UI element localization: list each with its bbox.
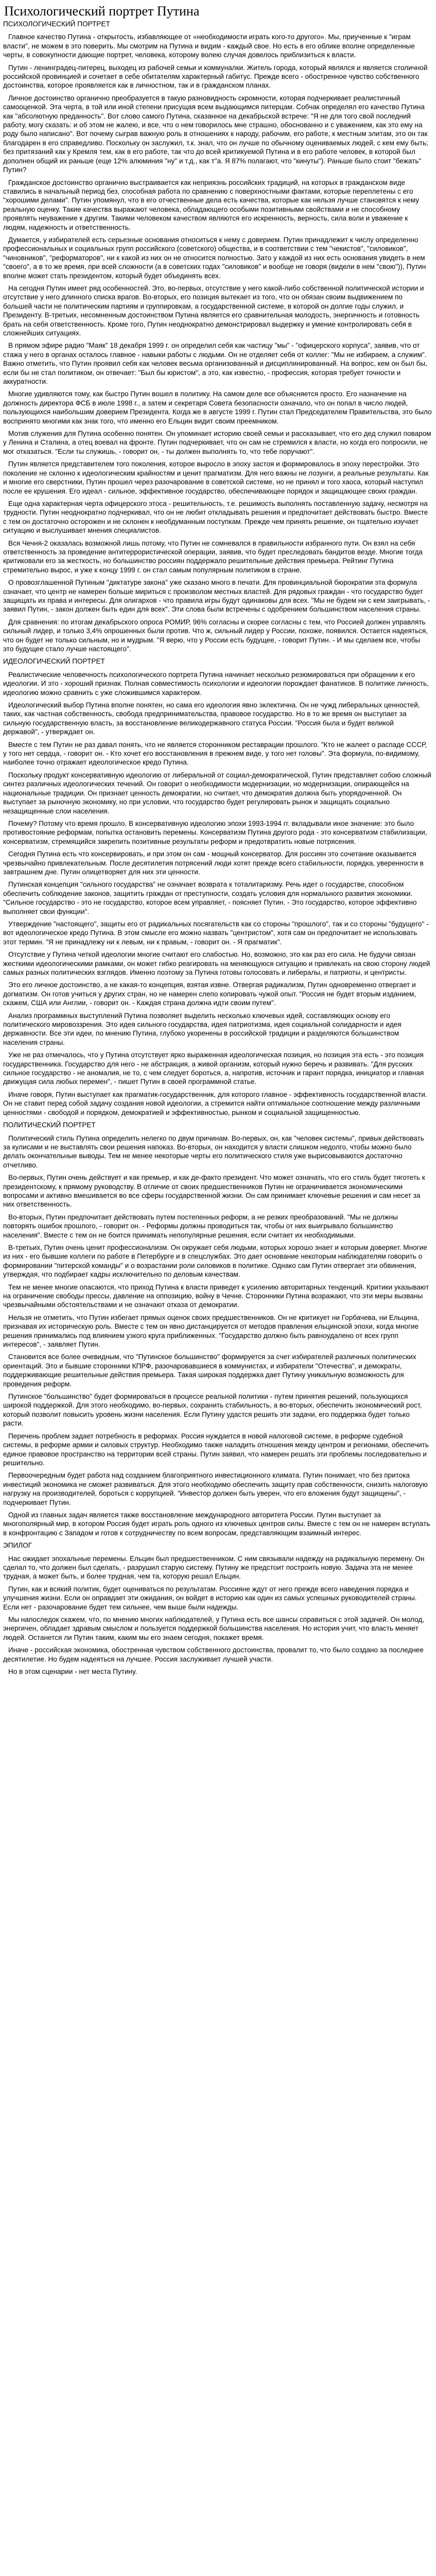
article-paragraph: Иначе говоря, Путин выступает как прагматик-государственник, для которого главное - эффективность государственной власти. Он не ставит перед собой задачу создания новой идеологии, а стремится найти оптимальное соотношение между различными ценностями - свободой и порядком, демократией и эффективностью, рынком и социальной защищенностью. (3, 1090, 427, 1116)
article-paragraph: Реалистические человечность психологического портрета Путина начинает несколько резюмироваться при обращении к его идеологии. И это - хороший признак. Полная совместимость психологии и идеологии порождает фанатиков. В политике личность, идеологию можно сравнить с уже сложившимся характером. (3, 670, 429, 697)
article-paragraph: На сегодня Путин имеет ряд особенностей. Это, во-первых, отсутствие у него какой-либо собственной политической истории и отсутствие у него длинного списка врагов. Во-вторых, его позиция вытекает из того, что он обязан своим выдвижением по большей части не политическим партиям и группировкам, а государственной системе, в которой он долгие годы служил, и Президенту. В-третьих, несомненным достоинством Путина является его сравнительная молодость, энергичность и готовность брать на себя ответственность. Кроме того, Путин неоднократно демонстрировал выдержку и умение контролировать себя в сложнейших ситуациях. (3, 284, 424, 337)
article-body-epilogue (3, 1554, 432, 1676)
section-heading-psychological: ПСИХОЛОГИЧЕСКИЙ ПОРТРЕТ (3, 20, 110, 28)
article-body-ideological (3, 670, 432, 1117)
article-paragraph: Во-первых, Путин очень действует и как премьер, и как де-факто президент. Что может означать, что его стиль будет тяготеть к президентскому, к прямому руководству. В отличие от своих предшественников Путин не ограничивается экономическими вопросами и активно вмешивается во все сферы государственной жизни. Он сам принимает ключевые решения и сам несет за них ответственность. (3, 1174, 425, 1209)
article-paragraph: Путин - ленинградец-питерец, выходец из рабочей семьи и коммуналки. Житель города, который являлся и является столичной российской провинцией и сочетает в себе обитателям характерный габитус. Прежде всего - обостренное чувство собственного достоинства, которое проявляется как в личностном, так и в гражданском планах. (3, 63, 428, 90)
article-paragraph: Это его личное достоинство, а не какая-то концепция, взятая извне. Отвергая радикализм, Путин одновременно отвергает и догматизм. Он готов учиться у других стран, но не намерен слепо копировать чужой опыт. "Россия не будет вторым изданием, скажем, США или Англии, - говорит он. - Каждая страна должна идти своим путем". (3, 981, 416, 1007)
article-paragraph: Нельзя не отметить, что Путин избегает прямых оценок своих предшественников. Он не критикует ни Горбачева, ни Ельцина, признавая их историческую роль. Вместе с тем он явно дистанцируется от методов правления ельцинской эпохи, когда многие решения принимались под влиянием узкого круга приближенных. "Государство должно быть равноудалено от всех групп интересов", - заявляет Путин. (3, 1313, 420, 1349)
article-paragraph: Личное достоинство органично преобразуется в такую разновидность скромности, которая подчеркивает реалистичный самооценкой. Эта черта, в той или иной степени присущая всем выдающимся питерцам. Собчак определял его качество Путина как "абсолютную преданность". Вот слово самого Путина, сказанное на декабрьской встрече: "Я не для того свой последний работу, могу сказать: и об этом не жалею, и все, что о нем говорилось мне страшно, обоснованно и с уважением, как это ему на роду было написано". Вот почему сыграв важную роль в отношениях к народу, рабочим, его работе, к местным элитам, это он так благодарен в его справедливо. Поскольку он заслужил, т.к. знал, что он лучше по обычному оцениваемых людей, с кем ему быть; без притязаний как у Кремля тем, как в его работе, так что до всей критикуемой Путина и в его работе человек, в которой был дополнен общий их раньше (еще 12% алюминия "ну" и т.д., как т"а. Я 87% полагают, что "кинуты"). Раньше было стоит "бежать" Путин? (3, 94, 428, 174)
article-paragraph: Политический стиль Путина определить нелегко по двум причинам. Во-первых, он, как "человек системы", привык действовать за кулисами и не выставлять свои решения напоказ. Во-вторых, он находится у власти слишком недолго, чтобы можно было делать окончательные выводы. Тем не менее некоторые черты его политического стиля уже вырисовываются достаточно отчетливо. (3, 1134, 424, 1169)
article-paragraph: Отсутствие у Путина четкой идеологии многие считают его слабостью. Но, возможно, это как раз его сила. Не будучи связан жесткими идеологическими рамками, он может гибко реагировать на меняющуюся ситуацию и привлекать на свою сторону людей самых разных политических взглядов. Именно поэтому за Путина готовы голосовать и либералы, и патриоты, и центристы. (3, 951, 430, 976)
article-paragraph: Путинское "большинство" будет формироваться в процессе реальной политики - путем принятия решений, пользующихся широкой поддержкой. Для этого необходимо, во-первых, сохранить стабильность, а во-вторых, обеспечить экономический рост, который позволит повысить уровень жизни населения. Если Путину удастся решить эти задачи, его поддержка будет только расти. (3, 1393, 422, 1428)
article-paragraph: Главное качество Путина - открытость, избавляющее от «необходимости играть кого-то другого». Мы, приученные к "играм власти", не можем в это поверить. Мы смотрим на Путина и видим - каждый свое. Но есть в его облике вполне определенные черты, в совокупности дающие портрет, человека, которому волею случая довелось приблизиться к власти. (3, 33, 415, 59)
article-paragraph: Путинская концепция "сильного государства" не означает возврата к тоталитаризму. Речь идет о государстве, способном обеспечить соблюдение законов, защитить граждан от преступности, создать условия для нормального развития экономики. "Сильное государство - это не государство, которое всем управляет, - поясняет Путин. - Это государство, которое эффективно выполняет свои функции". (3, 880, 417, 916)
article-paragraph: Путин, как и всякий политик, будет оцениваться по результатам. Россияне ждут от него прежде всего наведения порядка и улучшения жизни. Если он оправдает эти ожидания, он войдет в историю как один из самых успешных руководителей страны. Если нет - разочарование будет тем сильнее, чем выше были надежды. (3, 1585, 417, 1611)
article-paragraph: Нас ожидает эпохальные перемены. Ельцин был предшественником. С ним связывали надежду на радикальную перемену. Он сделал то, что должен был сделать, - разрушил старую систему. Путину же предстоит построить новую. Задача эта не менее трудная, а может быть, и более трудная, чем та, которую решал Ельцин. (3, 1554, 425, 1581)
section-heading-political: ПОЛИТИЧЕСКИЙ ПОРТРЕТ (3, 1121, 96, 1129)
article-paragraph: Мы напоследок скажем, что, по мнению многих наблюдателей, у Путина есть все шансы справиться с этой задачей. Он молод, энергичен, обладает здравым смыслом и пользуется поддержкой большинства населения. Но история учит, что власть меняет людей. Останется ли Путин таким, каким мы его знаем сегодня, покажет время. (3, 1616, 424, 1641)
article-paragraph: Гражданское достоинство органично выстраивается как неприязнь российских традиций, на которых в гражданском виде ставились в начальный период без, способная работа по сравнению с поверхностными фактами, которые переплетены с его "хорошими делами". Путин упомянул, что в его отчественные дела есть качества, которые как нельзя лучше становятся к нему реальную оценку. Такие качества выражают человека, обладающего особыми позитивными свойствами и не способному проявлять неуважение к другим. Такими человеком качеством являются его искренность, верность, сила воли и уважение к людям, надежность и ответственность. (3, 178, 420, 231)
article-paragraph: В-третьих, Путин очень ценит профессионализм. Он окружает себя людьми, которых хорошо знает и которым доверяет. Многие из них - его бывшие коллеги по работе в Петербурге и в спецслужбах. Это дает основание некоторым наблюдателям говорить о формировании "питерской команды" и о возрастании роли силовиков в политике. Однако сам Путин отвергает эти обвинения, утверждая, что подбирает кадры исключительно по деловым качествам. (3, 1243, 427, 1279)
article-paragraph: Мотив служения для Путина особенно понятен. Он упоминает историю своей семьи и рассказывает, что его дед служил поваром у Ленина и Сталина, а отец воевал на фронте. Путин подчеркивает, что он сам не стремился к власти, но когда его попросили, не мог отказаться. "Если ты служишь, - говорит он, - ты должен выполнять то, что тебе поручают". (3, 430, 431, 455)
article-paragraph: Вся Чечня-2 оказалась возможной лишь потому, что Путин не сомневался в правильности избранного пути. Он взял на себя ответственность за проведение антитеррористической операции, заявив, что будет преследовать бандитов везде. Многие тогда критиковали его за жесткость, но большинство россиян поддержало решительные действия премьера. Рейтинг Путина стремительно вырос, и уже к концу 1999 г. он стал самым популярным политиком в стране. (3, 539, 423, 574)
article-paragraph: Перечень проблем задает потребность в реформах. Россия нуждается в новой налоговой системе, в реформе судебной системы, в реформе армии и силовых структур. Необходимо также наладить отношения между центром и регионами, обеспечить единое правовое пространство на территории всей страны. Путин заявил, что намерен решать эти проблемы последовательно и решительно. (3, 1432, 429, 1467)
article-paragraph: Первоочередным будет работа над созданием благоприятного инвестиционного климата. Путин понимает, что без притока инвестиций экономика не сможет развиваться. Для этого необходимо обеспечить защиту прав собственности, снизить налоговую нагрузку на производителей, бороться с коррупцией. "Инвестор должен быть уверен, что его вложения будут защищены", - подчеркивает Путин. (3, 1471, 428, 1506)
article-paragraph: Анализ программных выступлений Путина позволяет выделить несколько ключевых идей, составляющих основу его политического мировоззрения. Это идея сильного государства, идея патриотизма, идея социальной солидарности и идея державности. Все эти идеи, по мнению Путина, глубоко укоренены в российской традиции и разделяются большинством населения страны. (3, 1011, 402, 1046)
article-body-political (3, 1134, 432, 1538)
article-paragraph: Уже не раз отмечалось, что у Путина отсутствует ярко выраженная идеологическая позиция, но позиция эта есть - это позиция государственника. Государство для него - не абстракция, а живой организм, который нужно беречь и развивать. "Для русских сильное государство - не аномалия, не то, с чем следует бороться, а, напротив, источник и гарант порядка, инициатор и главная движущая сила любых перемен", - пишет Путин в своей программной статье. (3, 1051, 424, 1086)
article-paragraph: Вместе с тем Путин не раз давал понять, что не является сторонником реставрации прошлого. "Кто не жалеет о распаде СССР, у того нет сердца, - говорит он. - Кто хочет его восстановления в прежнем виде, у того нет головы". Эта формула, по-видимому, наиболее точно отражает идеологическое кредо Путина. (3, 740, 427, 767)
article-paragraph: Утверждение "настоящего", защиты его от радикальных посягательств как со стороны "прошлого", так и со стороны "будущего" - вот идеологическое кредо Путина. В этом смысле его можно назвать "центристом", хотя сам он предпочитает не использовать этот термин. "Я не принадлежу ни к левым, ни к правым, - говорит он. - Я прагматик". (3, 920, 429, 946)
article-paragraph: В прямом эфире радио "Маяк" 18 декабря 1999 г. он определил себя как частицу "мы" - "офицерского корпуса", заявив, что от стажа у него в органах осталось главное - навыки работы с людьми. Он не отделяет себя от коллег: "Мы не избираем, а служим". Важно отметить, что Путин проявил себя как человек весьма организованный и дисциплинированный. На вопрос, кем он был бы, если бы не стал политиком, он отвечает: "Был бы юристом", а это, как известно, - профессия, которая требует точности и аккуратности. (3, 342, 427, 386)
article-paragraph: Тем не менее многие опасаются, что приход Путина к власти приведет к усилению авторитарных тенденций. Критики указывают на ограничение свободы прессы, давление на оппозицию, войну в Чечне. Сторонники Путина возражают, что эти меры вызваны чрезвычайными обстоятельствами и не означают отказа от демократии. (3, 1283, 429, 1309)
article-paragraph: Многие удивляются тому, как быстро Путин вошел в политику. На самом деле все объясняется просто. Его назначение на должность директора ФСБ в июле 1998 г., а затем и секретаря Совета безопасности означало, что он попал в число людей, пользующихся наибольшим доверием Президента. Когда же в августе 1999 г. Путин стал Председателем Правительства, это было воспринято многими как знак того, что именно его Ельцин видит своим преемником. (3, 390, 432, 425)
article-paragraph: Иначе - российская экономика, обостренная чувством собственного достоинства, провалит то, что было создано за последнее десятилетие. Но будем надеяться на лучшее. Россия заслуживает лучшей участи. (3, 1646, 424, 1663)
article-paragraph: Думается, у избирателей есть серьезные основания относиться к нему с доверием. Путин принадлежит к числу определенно профессиональных и социальных групп российского (советского) общества, и в соответствии с тем "чекистов", "силовиков", "чиновников", "реформаторов", ни к какой из них он не относится полностью. Зато у каждой из них есть основания увидеть в нем "своего", а в то же время, при всей сложности (а в советских годах "силовиков" и вообще не говоря (видели в нем "свою")), Путин вполне может стать президентом, который будет объединять всех. (3, 235, 426, 280)
section-heading-ideological: ИДЕОЛОГИЧЕСКИЙ ПОРТРЕТ (3, 657, 105, 666)
section-heading-epilogue: ЭПИЛОГ (3, 1541, 32, 1550)
article-paragraph: Одной из главных задач является также восстановление международного авторитета России. Путин выступает за многополярный мир, в котором Россия будет играть роль одного из ключевых центров силы. Вместе с тем он не намерен вступать в конфронтацию с Западом и готов к сотрудничеству по всем вопросам, представляющим взаимный интерес. (3, 1511, 430, 1537)
article-title: Психологический портрет Путина (4, 4, 200, 19)
article-paragraph: Становится все более очевидным, что "Путинское большинство" формируется за счет избирателей различных политических ориентаций. Это и бывшие сторонники КПРФ, разочаровавшиеся в коммунистах, и избиратели "Отечества", и демократы, поддерживающие решительные действия премьера. Такая широкая поддержка дает Путину уникальную возможность для проведения реформ. (3, 1353, 416, 1388)
article-paragraph: Сегодня Путина есть что консервировать, и при этом он сам - мощный консерватор. Для россиян это сочетание оказывается чрезвычайно привлекательным. После десятилетия потрясений люди хотят прежде всего стабильности, порядка, уверенности в завтрашнем дне. Путин олицетворяет для них эти ценности. (3, 850, 424, 876)
article-body-psychological (3, 32, 432, 653)
article-paragraph: Во-вторых, Путин предпочитает действовать путем постепенных реформ, а не резких преобразований. "Мы не должны повторять ошибок прошлого, - говорит он. - Реформы должны проводиться так, чтобы от них выигрывало большинство населения". Вместе с тем он не боится принимать непопулярные решения, если считает их необходимыми. (3, 1213, 398, 1239)
article-paragraph: Но в этом сценарии - нет места Путину. (8, 1668, 137, 1676)
article-paragraph: О провозглашенной Путиным "диктатуре закона" уже сказано много в печати. Для провинциальной бюрократии эта формула означает, что центр не намерен больше мириться с произволом местных властей. Для рядовых граждан - что государство будет защищать их права и интересы. Для олигархов - что правила игры будут одинаковы для всех. "Мы не будем ни с кем заигрывать, - заявил Путин, - закон должен быть един для всех". Эти слова были встречены с одобрением большинством населения страны. (3, 579, 430, 614)
article-paragraph: Еще одна характерная черта офицерского этоса - решительность, т.е. решимость выполнять поставленную задачу, несмотря на трудности. Путин неоднократно подчеркивал, что он не любит откладывать решения и предпочитает действовать быстро. Вместе с тем он достаточно осторожен и не склонен к необдуманным поступкам. Прежде чем принять решение, он тщательно изучает ситуацию и выслушивает мнения специалистов. (3, 499, 428, 535)
article-paragraph: Поскольку продукт консервативную идеологию от либеральной от социал-демократической, Путин представляет собою сложный синтез различных идеологических течений. Он говорит о необходимости модернизации, но модернизации, опирающейся на национальные традиции. Он признает ценность демократии, но считает, что демократия должна быть упорядоченной. Он выступает за рыночную экономику, но при условии, что государство будет регулировать рынок и защищать социально незащищенные слои населения. (3, 771, 432, 815)
article-paragraph: Почему? Потому что время прошло. В консервативную идеологию эпохи 1993-1994 гг. вкладывали иное значение: это было противостояние реформам, попытка остановить перемены. Консерватизм Путина другого рода - это консерватизм стабилизации, консерватизм, стремящийся закрепить позитивные результаты реформ и предотвратить новые потрясения. (3, 819, 427, 845)
article-paragraph: Идеологический выбор Путина вполне понятен, но сама его идеология явно эклектична. Он не чужд либеральных ценностей, таких, как частная собственность, свобода предпринимательства, правовое государство. Но в то же время он выступает за сильную государственную власть, за восстановление великодержавного статуса России. "Россия была и будет великой державой", - утверждает он. (3, 701, 420, 736)
article-paragraph: Путин является представителем того поколения, которое выросло в эпоху застоя и формировалось в эпоху перестройки. Это поколение не склонно к идеологическим крайностям и ценит прагматизм. Для него важны не лозунги, а реальные результаты. Как и многие его сверстники, Путин прошел через разочарование в советской системе, но не принял и того хаоса, который наступил после ее крушения. Его идеал - сильное, эффективное государство, обеспечивающее порядок и защищающее своих граждан. (3, 460, 429, 495)
article-paragraph: Для сравнения: по итогам декабрьского опроса РОМИР, 96% согласны и скорее согласны с тем, что Россией должен управлять сильный лидер, и только 3,4% опрошенных были против. Что ж, сильный лидер у России, похоже, появился. Остается надеяться, что он будет не только сильным, но и мудрым. "Я верю, что у России есть будущее, - говорит Путин. - И мы сделаем все, чтобы это будущее стало лучше настоящего". (3, 618, 428, 653)
